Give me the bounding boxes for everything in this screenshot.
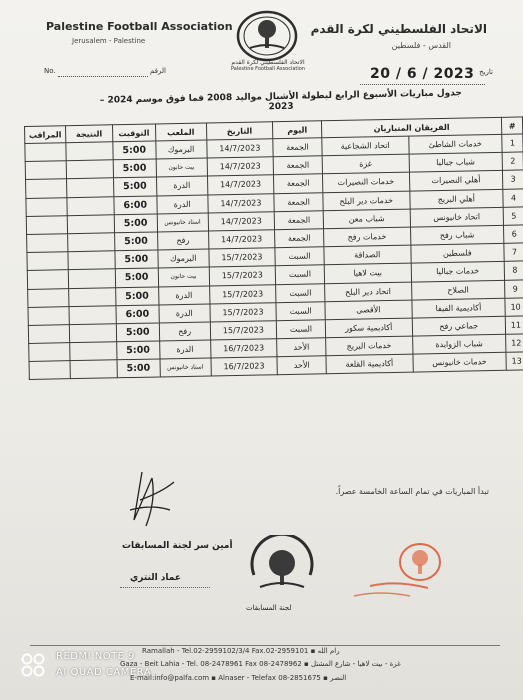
- time-cell: 5:00: [117, 359, 160, 378]
- result-cell: [66, 142, 113, 161]
- competitions-committee-stamp-icon: [246, 535, 318, 613]
- home-team-cell: خدمات خانيونس: [413, 353, 507, 373]
- venue-cell: اليرموك: [155, 140, 206, 159]
- home-team-cell: خدمات الشاطئ: [408, 134, 502, 154]
- result-cell: [67, 196, 114, 215]
- logo-caption-ar: الاتحاد الفلسطيني لكرة القدم: [231, 59, 305, 66]
- day-cell: الجمعة: [274, 211, 323, 230]
- time-cell: 5:00: [115, 286, 158, 305]
- home-team-cell: شباب جباليا: [409, 153, 503, 173]
- secretary-name: عماد النتري: [130, 573, 181, 583]
- date-cell: 14/7/2023: [207, 193, 274, 212]
- venue-cell: الدرة: [158, 285, 209, 304]
- time-cell: 5:00: [116, 323, 159, 342]
- footer-divider: [30, 645, 500, 646]
- date-cell: 14/7/2023: [208, 211, 275, 230]
- schedule-title: جدول مباريات الأسبوع الرابع لبطولة الأشبال مواليد 2008 فما فوق موسم 2024 – 2023: [99, 88, 462, 113]
- venue-cell: اليرموك: [158, 249, 209, 268]
- time-cell: 5:00: [113, 177, 156, 196]
- home-team-cell: اتحاد خانيونس: [410, 207, 504, 227]
- day-cell: السبت: [275, 247, 324, 266]
- ref-dotted-line: [58, 76, 148, 77]
- away-team-cell: بيت لاهيا: [324, 263, 411, 283]
- away-team-cell: اتحاد الشجاعية: [322, 136, 409, 156]
- row-number-cell: 7: [504, 243, 523, 262]
- venue-cell: بيت حانون: [156, 158, 207, 177]
- observer-cell: [26, 197, 67, 216]
- time-cell: 6:00: [116, 305, 159, 324]
- date-cell: 14/7/2023: [206, 139, 273, 158]
- row-number-cell: 13: [506, 352, 523, 371]
- day-cell: الجمعة: [273, 138, 322, 157]
- away-team-cell: خدمات البريج: [326, 336, 413, 356]
- time-cell: 5:00: [115, 250, 158, 269]
- away-team-cell: خدمات دير البلح: [323, 191, 410, 211]
- handwritten-signature: [112, 470, 202, 530]
- document-date: 20 / 6 / 2023: [370, 66, 475, 82]
- venue-cell: رفح: [157, 231, 208, 250]
- day-cell: الأحد: [277, 356, 326, 375]
- result-cell: [68, 269, 115, 288]
- away-team-cell: شباب معن: [323, 209, 410, 229]
- date-cell: 15/7/2023: [209, 302, 276, 321]
- venue-cell: استاد خانيونس: [157, 213, 208, 232]
- away-team-cell: خدمات النصيرات: [322, 172, 409, 192]
- header-observer: المراقب: [25, 126, 66, 144]
- observer-cell: [28, 288, 69, 307]
- result-cell: [68, 233, 115, 252]
- match-schedule-table: [24, 116, 523, 380]
- date-cell: 16/7/2023: [210, 339, 277, 358]
- result-cell: [67, 178, 114, 197]
- observer-cell: [26, 215, 67, 234]
- row-number-cell: 3: [503, 170, 523, 189]
- secretary-title: أمين سر لجنة المسابقات: [122, 541, 233, 551]
- observer-cell: [28, 306, 69, 325]
- venue-cell: الدرة: [159, 340, 210, 359]
- away-team-cell: غزة: [322, 154, 409, 174]
- row-number-cell: 1: [502, 134, 523, 153]
- date-cell: 14/7/2023: [207, 175, 274, 194]
- time-cell: 5:00: [114, 214, 157, 233]
- start-time-note: تبدأ المباريات في تمام الساعة الخامسة عصراً.: [335, 487, 489, 496]
- home-team-cell: فلسطين: [410, 243, 504, 263]
- header-num: #: [502, 117, 523, 134]
- red-committee-stamp-icon: [350, 540, 455, 600]
- result-cell: [70, 360, 117, 379]
- header-subtitle-ar: القدس - فلسطين: [391, 41, 451, 50]
- observer-cell: [25, 143, 66, 162]
- time-cell: 5:00: [116, 341, 159, 360]
- ref-label-ar: الرقم: [150, 67, 166, 75]
- association-logo-icon: [236, 10, 298, 62]
- venue-cell: الدرة: [156, 176, 207, 195]
- home-team-cell: أهلي النصيرات: [409, 171, 503, 191]
- observer-cell: [25, 161, 66, 180]
- date-cell: 14/7/2023: [207, 157, 274, 176]
- day-cell: الأحد: [277, 338, 326, 357]
- day-cell: السبت: [276, 301, 325, 320]
- away-team-cell: أكاديمية سكور: [325, 318, 412, 338]
- away-team-cell: الأقصى: [325, 300, 412, 320]
- result-cell: [69, 324, 116, 343]
- home-team-cell: خدمات جباليا: [411, 262, 505, 282]
- time-cell: 5:00: [115, 268, 158, 287]
- venue-cell: بيت حانون: [158, 267, 209, 286]
- result-cell: [67, 215, 114, 234]
- home-team-cell: الصلاح: [411, 280, 505, 300]
- ref-label-en: No.: [44, 67, 56, 75]
- footer-gaza: Gaza - Beit Lahia - Tel. 08-2478961 Fax 08-2478962 ▪ غزة - بيت لاهيا - شارع المشتل: [120, 660, 401, 668]
- row-number-cell: 2: [502, 152, 523, 171]
- row-number-cell: 12: [506, 334, 523, 353]
- time-cell: 6:00: [114, 196, 157, 215]
- day-cell: الجمعة: [274, 174, 323, 193]
- signature-dotted-line: [120, 587, 210, 588]
- header-teams: الفريقان المتباريان: [321, 117, 501, 137]
- result-cell: [69, 287, 116, 306]
- observer-cell: [29, 361, 70, 380]
- date-dotted-line: [360, 84, 485, 85]
- result-cell: [68, 251, 115, 270]
- result-cell: [70, 342, 117, 361]
- day-cell: السبت: [275, 265, 324, 284]
- footer-ramallah: Ramallah - Tel.02-2959102/3/4 Fax.02-2959101 ▪ رام الله: [142, 647, 340, 655]
- date-cell: 14/7/2023: [208, 230, 275, 249]
- watermark-model: REDMI NOTE 9: [56, 651, 136, 662]
- row-number-cell: 4: [503, 188, 523, 207]
- home-team-cell: أكاديمية الفيفا: [411, 298, 505, 318]
- away-team-cell: اتحاد دير البلح: [325, 282, 412, 302]
- away-team-cell: خدمات رفح: [323, 227, 410, 247]
- header-title-ar: الاتحاد الفلسطيني لكرة القدم: [310, 22, 487, 36]
- venue-cell: رفح: [159, 322, 210, 341]
- header-result: النتيجة: [66, 125, 113, 143]
- time-cell: 5:00: [113, 159, 156, 178]
- header-venue: الملعب: [155, 123, 206, 141]
- day-cell: الجمعة: [275, 229, 324, 248]
- venue-cell: استاد خانيونس: [160, 358, 211, 377]
- time-cell: 5:00: [114, 232, 157, 251]
- home-team-cell: شباب الزوايدة: [412, 334, 506, 354]
- day-cell: السبت: [277, 320, 326, 339]
- row-number-cell: 10: [505, 298, 523, 317]
- day-cell: الجمعة: [273, 156, 322, 175]
- time-cell: 5:00: [113, 141, 156, 160]
- logo-caption-en: Palestine Football Association: [231, 66, 305, 72]
- date-cell: 15/7/2023: [209, 284, 276, 303]
- away-team-cell: أكاديمية القلعة: [326, 354, 413, 374]
- row-number-cell: 5: [503, 207, 523, 226]
- row-number-cell: 6: [504, 225, 523, 244]
- camera-watermark-icon: [20, 652, 46, 678]
- day-cell: الجمعة: [274, 192, 323, 211]
- away-team-cell: الصداقة: [324, 245, 411, 265]
- date-label: تاريخ: [479, 68, 493, 76]
- result-cell: [69, 305, 116, 324]
- watermark-camera: AI QUAD CAMERA: [56, 667, 152, 678]
- row-number-cell: 8: [504, 261, 523, 280]
- header-day: اليوم: [273, 121, 322, 139]
- observer-cell: [27, 252, 68, 271]
- observer-cell: [27, 270, 68, 289]
- footer-email: E-mail:info@palfa.com ▪ Alnaser - Telefax 08-2851675 ▪ النصر: [130, 674, 347, 682]
- row-number-cell: 9: [505, 279, 523, 298]
- row-number-cell: 11: [505, 316, 523, 335]
- header-date: التاريخ: [206, 122, 273, 140]
- venue-cell: الدرة: [159, 304, 210, 323]
- home-team-cell: شباب رفح: [410, 225, 504, 245]
- stamp-caption: لجنة المسابقات: [246, 604, 292, 612]
- date-cell: 15/7/2023: [210, 321, 277, 340]
- home-team-cell: أهلي البريج: [409, 189, 503, 209]
- home-team-cell: جماعي رفح: [412, 316, 506, 336]
- header-time: التوقيت: [112, 124, 155, 142]
- observer-cell: [26, 179, 67, 198]
- day-cell: السبت: [276, 283, 325, 302]
- header-title-en: Palestine Football Association: [46, 20, 233, 33]
- date-cell: 15/7/2023: [208, 248, 275, 267]
- observer-cell: [28, 325, 69, 344]
- venue-cell: الدرة: [157, 195, 208, 214]
- result-cell: [66, 160, 113, 179]
- observer-cell: [29, 343, 70, 362]
- header-subtitle-en: Jerusalem - Palestine: [72, 37, 146, 45]
- observer-cell: [27, 234, 68, 253]
- date-cell: 16/7/2023: [211, 357, 278, 376]
- date-cell: 15/7/2023: [209, 266, 276, 285]
